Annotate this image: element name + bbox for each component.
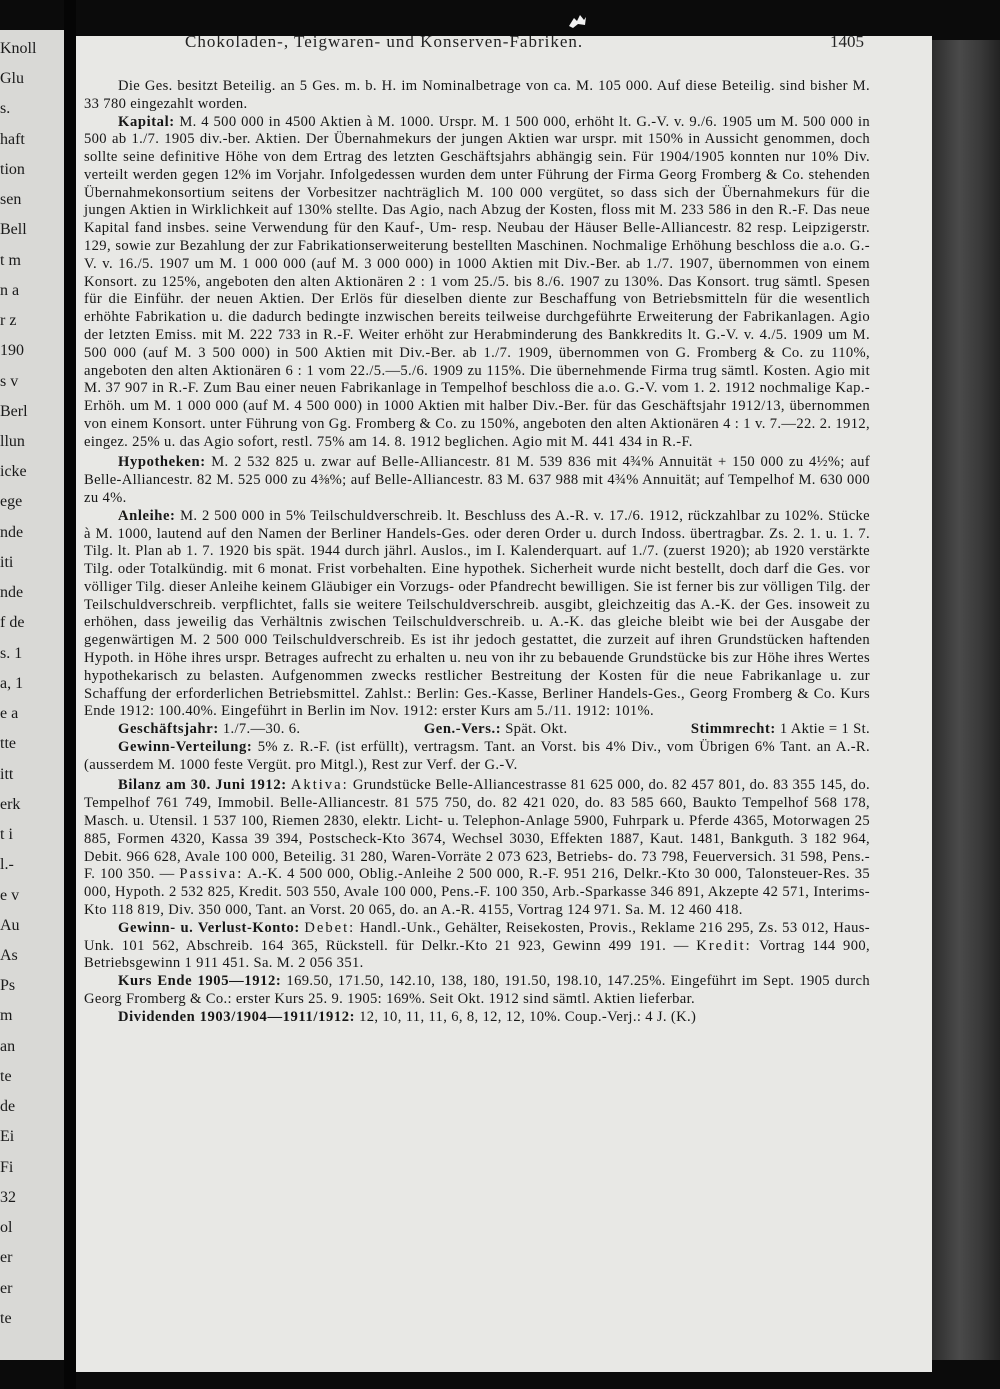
left-page-text-fragment: e a xyxy=(0,705,19,723)
left-page-text-fragment: te xyxy=(0,1067,12,1085)
dividenden-text: 12, 10, 11, 11, 6, 8, 12, 12, 10%. Coup.-Verj.: 4 J. (K.) xyxy=(359,1008,697,1025)
left-page-text-fragment: Glu xyxy=(0,70,24,88)
left-page-text-fragment: m xyxy=(0,1007,13,1025)
left-page-text-fragment: sen xyxy=(0,191,22,209)
geschaeftsjahr-heading: Geschäftsjahr: xyxy=(118,721,219,738)
ink-blot-mark xyxy=(566,12,588,30)
bilanz-heading: Bilanz am 30. Juni 1912: xyxy=(118,777,287,794)
left-page-text-fragment: Au xyxy=(0,916,20,934)
left-page-text-fragment: 190 xyxy=(0,342,24,360)
left-page-text-fragment: erk xyxy=(0,795,21,813)
left-page-text-fragment: tte xyxy=(0,735,16,753)
left-page-text-fragment: llun xyxy=(0,433,25,451)
bilanz-passiva-label: Passiva: xyxy=(179,866,244,883)
hypotheken-heading: Hypotheken: xyxy=(118,454,206,471)
page-number: 1405 xyxy=(830,36,864,51)
left-page-text-fragment: icke xyxy=(0,463,27,481)
left-page-text-fragment: te xyxy=(0,1309,12,1327)
left-page-text-fragment: t m xyxy=(0,251,21,269)
gen-vers-group xyxy=(390,721,568,739)
kurs-text: 169.50, 171.50, 142.10, 138, 180, 191.50, 198.10, 147.25%. Eingeführt im Sept. 1905 durch Georg Fromberg & Co.: erster Kurs 25. 9. 1905: 169%. Seit Okt. 1912 sind sämtl. Aktien lieferbar. xyxy=(84,973,870,1007)
left-page-text-fragment: er xyxy=(0,1249,13,1267)
dividenden-heading: Dividenden 1903/1904—1911/1912: xyxy=(118,1008,356,1025)
left-page-text-fragment: As xyxy=(0,946,18,964)
left-page-text-fragment: an xyxy=(0,1037,16,1055)
gewinn-verteilung-heading: Gewinn-Verteilung: xyxy=(118,738,253,755)
left-page-text-fragment: a, 1 xyxy=(0,674,24,692)
guv-debet-text: Handl.-Unk., Gehälter, Reisekosten, Provis., Reklame 216 295, Zs. 53 012, Haus-Unk. 101 562, Abschreib. 164 365, Rückstell. für Delkr.-Kto 21 923, Gewinn 499 191. — xyxy=(84,919,871,954)
book-gutter xyxy=(64,0,76,1389)
left-page-text-fragment: l.- xyxy=(0,856,14,874)
bilanz-aktiva-text: Grundstücke Belle-Alliancestrasse 81 625 000, do. 82 457 801, do. 83 355 145, do. Tempelhof 761 749, Immobil. Belle-Alliancestr. 81 575 750, do. 82 421 020, do. 83 585 660, Baukto Tempelhof 568 178, Masch. u. Utensil. 1 537 100, Riemen 2830, elektr. Licht- u. Telephon-Anlage 5900, Fuhrpark u. Pferde 4365, Motorwagen 25 885, Formen 4320, Kassa 39 394, Postscheck-Kto 3674, Wechsel 3030, Effekten 1887, Kaut. 1481, Bankguth. 3 182 964, Debit. 966 628, Avale 100 000, Beteilig. 31 280, Waren-Vorräte 2 073 623, Betriebs- do. 73 798, Feuerversich. 31 598, Pens.-F. 100 350. — xyxy=(84,777,871,883)
left-page-text-fragment: itt xyxy=(0,765,14,783)
left-page-text-fragment: s. xyxy=(0,100,11,118)
paragraph-anleihe xyxy=(84,508,870,721)
anleihe-heading: Anleihe: xyxy=(118,507,176,524)
left-page-text-fragment: r z xyxy=(0,312,17,330)
left-page-text-fragment: ol xyxy=(0,1219,13,1237)
hypotheken-text: M. 2 532 825 u. zwar auf Belle-Alliancestr. 81 M. 539 836 mit 4¾% Annuität + 150 000 zu 4½%; auf Belle-Alliancestr. 82 M. 525 000 zu 4⅜%; auf Belle-Alliancestr. 83 M. 637 988 mit 4¾% Annuität; auf Tempelhof M. 630 000 zu 4%. xyxy=(84,454,871,506)
left-page-text-fragment: Fi xyxy=(0,1158,14,1176)
guv-kredit-text: Vortrag 144 900, Betriebsgewinn 1 911 451. Sa. M. 2 056 351. xyxy=(84,937,870,972)
left-page-text-fragment: s v xyxy=(0,372,19,390)
left-page-text-fragment: e v xyxy=(0,886,20,904)
paragraph-geschaeftsjahr xyxy=(84,721,870,739)
paragraph-kurs xyxy=(84,973,870,1009)
gewinn-verlust-heading: Gewinn- u. Verlust-Konto: xyxy=(118,919,300,936)
paragraph-bilanz xyxy=(84,777,870,919)
stimmrecht-text: 1 Aktie = 1 St. xyxy=(779,721,870,738)
left-page-text-fragment: er xyxy=(0,1279,13,1297)
left-page-text-fragment: de xyxy=(0,1098,16,1116)
left-page-text-fragment: 32 xyxy=(0,1188,16,1206)
left-page-text-fragment: Ps xyxy=(0,977,16,995)
left-page-text-fragment: t i xyxy=(0,826,13,844)
intro-text: Die Ges. besitzt Beteilig. an 5 Ges. m. b. H. im Nominalbetrage von ca. M. 105 000. Auf diese Beteilig. sind bisher M. 33 780 eingezahlt worden. xyxy=(84,78,870,112)
left-page-text-fragment: n a xyxy=(0,281,20,299)
left-page-text-fragment: tion xyxy=(0,160,25,178)
kapital-heading: Kapital: xyxy=(118,113,175,130)
left-page-text-fragment: s. 1 xyxy=(0,644,23,662)
left-page-text-fragment: iti xyxy=(0,553,14,571)
bilanz-aktiva-label: Aktiva: xyxy=(290,777,349,794)
stimmrecht-group xyxy=(657,721,870,739)
paragraph-intro xyxy=(84,78,870,114)
left-page-text-fragment: nde xyxy=(0,584,24,602)
left-page-text-fragment: Berl xyxy=(0,402,28,420)
geschaeftsjahr-group xyxy=(84,721,300,739)
paragraph-gewinn-verlust xyxy=(84,920,870,973)
kapital-text: M. 4 500 000 in 4500 Aktien à M. 1000. Urspr. M. 1 500 000, erhöht lt. G.-V. v. 9./6. 1905 um M. 500 000 in 500 ab 1./7. 1905 div.-ber. Aktien. Der Übernahmekurs der jungen Aktien war urspr. mit 150% in Aussicht genommen, doch sollte seine definitive Höhe von dem Ertrag des letzten Geschäftsjahrs abhängig sein. Für 1904/1905 konnten nur 10% Div. verteilt werden gegen 12% im Vorjahr. Infolgedessen wurden dem unter Führung der Firma Georg Fromberg & Co. stehenden Übernahmekonsortium seitens der Vorbesitzer nachträglich M. 100 000 vergütet, so dass sich der Übernahmekurs für die jungen Aktien in Wirklichkeit auf 130% stellte. Das Agio, nach Abzug der Kosten, floss mit M. 233 586 in den R.-F. Das neue Kapital fand insbes. seine Verwendung für den Kauf-, Um- resp. Neubau der Häuser Belle-Alliancestr. 82 resp. Leipzigerstr. 129, sowie zur Bezahlung der zur Fabrikationserweiterung bestellten Maschinen. Nochmalige Erhöhung beschloss die a.o. G.-V. v. 16./5. 1907 um M. 1 000 000 (auf M. 3 000 000) in 1000 Aktien mit Div.-Ber. ab 1./7. 1907, übernommen von einem Konsort. zu 125%, angeboten den alten Aktionären 2 : 1 vom 25./5. bis 8./6. 1907 zu 130%. Das Konsort. trug sämtl. Spesen für die Einführ. der neuen Aktien. Der Erlös für dieselben diente zur Beschaffung von Betriebsmitteln für die wesentlich erhöhte Fabrikation u. die dadurch bedingte inzwischen bereits teilweise durchgeführte Erweiterung der Fabrikanlagen. Agio der letzten Emiss. mit M. 222 733 in R.-F. Weiter erhöht zur Herabminderung des Bankkredits lt. G.-V. v. 4./5. 1909 um M. 500 000 (auf M. 3 500 000) in 500 Aktien mit Div.-Ber. ab 1./7. 1909, übernommen von G. Fromberg & Co. zu 110%, angeboten den alten Aktionären 6 : 1 vom 22./5.—5./6. 1909 zu 115%. Die übernehmende Firma trug sämtl. Kosten. Agio mit M. 37 907 in R.-F. Zum Bau einer neuen Fabrikanlage in Tempelhof beschloss die a.o. G.-V. vom 1. 2. 1912 nochmalige Kap.-Erhöh. um M. 1 000 000 (auf M. 4 500 000) in 1000 Aktien mit halber Div.-Ber. für das Geschäftsjahr 1912/13, übernommen von einem Konsort. unter Führung von Gg. Fromberg & Co. zu 150%, angeboten den alten Aktionären 4 : 1 v. 7.—22. 2. 1912, eingez. 25% u. das Agio sofort, restl. 75% am 14. 8. 1912 beglichen. Agio mit M. 441 434 in R.-F. xyxy=(84,113,870,450)
page-edge-shadow xyxy=(932,40,1000,1360)
paragraph-hypotheken xyxy=(84,454,870,507)
article-text xyxy=(84,78,870,1026)
left-page-text-fragment: Bell xyxy=(0,221,27,239)
guv-kredit-label: Kredit: xyxy=(696,937,752,954)
gen-vers-text: Spät. Okt. xyxy=(505,721,568,738)
anleihe-text: M. 2 500 000 in 5% Teilschuldverschreib. lt. Beschluss des A.-R. v. 17./6. 1912, rückzahlbar zu 102%. Stücke à M. 1000, lautend auf den Namen der Berliner Handels-Ges. oder deren Order u. durch Indoss. übertragbar. Zs. 2. 1. u. 1. 7. Tilg. lt. Plan ab 1. 7. 1920 bis spät. 1944 durch jährl. Auslos., im I. Kalenderquart. auf 1./7. (zuerst 1920); ab 1920 verstärkte Tilg. oder Totalkündig. mit 6 monat. Frist vorbehalten. Eine hypothek. Sicherheit wurde nicht bestellt, doch darf die Ges. vor völliger Tilg. dieser Anleihe keinem Gläubiger ein Vorzugs- oder Pfandrecht bewilligen. Sie ist ferner bis zur völligen Tilg. der Teilschuldverschreib. verpflichtet, falls sie weitere Teilschuldverschreib. ausgibt, gleichzeitig das A.-K. der Ges. insoweit zu erhöhen, dass jeweilig das Verhältnis zwischen Teilschuldverschreib. u. A.-K. das gleiche bleibt wie bei der Ausgabe der gegenwärtigen M. 2 500 000 Teilschuldverschreib. Es ist ihr jedoch gestattet, die zurzeit auf ihren Grundstücken haftenden Hypoth. in Höhe ihres urspr. Betrages aufrecht zu erhalten u. neu von ihr zu bebauende Grundstücke bis zur Höhe ihres Wertes hypothekarisch zu belasten. Aufgenommen zwecks restlicher Bestreitung der Kosten für die neue Fabrikanlage u. zur Schaffung der erforderlichen Betriebsmittel. Zahlst.: Berlin: Ges.-Kasse, Berliner Handels-Ges., Georg Fromberg & Co. Kurs Ende 1912: 100.40%. Eingeführt in Berlin im Nov. 1912: erster Kurs am 5./11. 1912: 101%. xyxy=(84,507,871,720)
running-header: Chokoladen-, Teigwaren- und Konserven-Fabriken. xyxy=(185,36,584,51)
adjacent-page-fragment xyxy=(0,30,64,1360)
left-page-text-fragment: f de xyxy=(0,614,25,632)
guv-debet-label: Debet: xyxy=(304,919,356,936)
bilanz-passiva-text: A.-K. 4 500 000, Oblig.-Anleihe 2 500 000, R.-F. 951 216, Delkr.-Kto 30 000, Talonsteuer-Res. 35 000, Hypoth. 2 532 825, Kredit. 503 550, Avale 100 000, Pens.-F. 100 350, Arb.-Sparkasse 346 891, Akzepte 42 571, Interims-Kto 118 819, Div. 350 000, Tant. an Vorst. 20 065, do. an A.-R. 4155, Vortrag 124 971. Sa. M. 12 460 418. xyxy=(84,866,870,918)
gewinn-verteilung-text: 5% z. R.-F. (ist erfüllt), vertragsm. Tant. an Vorst. bis 4% Div., vom Übrigen 6% Tant. an A.-R. (ausserdem M. 1000 feste Vergüt. pro Mitgl.), Rest zur Verf. der G.-V. xyxy=(84,738,870,773)
left-page-text-fragment: haft xyxy=(0,130,25,148)
paragraph-kapital xyxy=(84,114,870,452)
left-page-text-fragment: Knoll xyxy=(0,40,37,57)
left-page-text-fragment: nde xyxy=(0,523,24,541)
stimmrecht-heading: Stimmrecht: xyxy=(690,721,776,738)
gen-vers-heading: Gen.-Vers.: xyxy=(423,721,502,738)
kurs-heading: Kurs Ende 1905—1912: xyxy=(118,973,282,990)
left-page-text-fragment: ege xyxy=(0,493,23,511)
left-page-text-fragment: Ei xyxy=(0,1128,15,1146)
paragraph-gewinn-verteilung xyxy=(84,739,870,775)
geschaeftsjahr-text: 1./7.—30. 6. xyxy=(222,721,301,738)
paragraph-dividenden xyxy=(84,1009,870,1027)
